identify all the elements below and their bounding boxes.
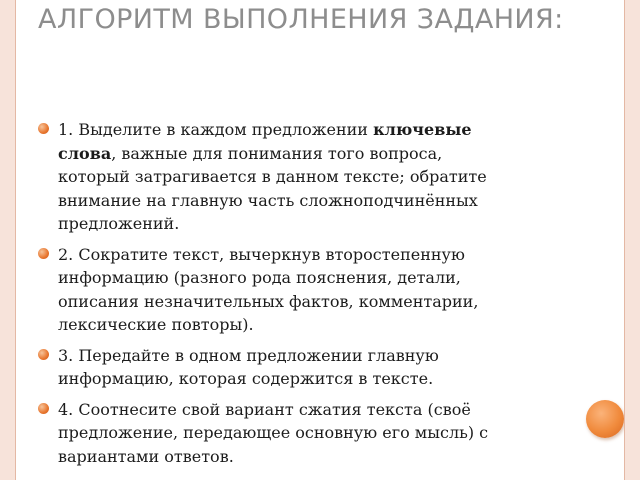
bullet-item-2 <box>38 243 518 337</box>
slide-title: АЛГОРИТМ ВЫПОЛНЕНИЯ ЗАДАНИЯ: <box>38 4 564 35</box>
bullet-1-keywords: ключевые слова <box>58 120 472 163</box>
orange-circle-decoration <box>586 400 624 438</box>
bullet-marker-icon <box>38 123 49 134</box>
bullet-2-text: 2. Сократите текст, вычеркнув второстепенную информацию (разного рода пояснения, детали, описания незначительных фактов, комментарии, лексические повторы). <box>58 244 479 334</box>
bullet-1-text-start: 1. Выделите в каждом предложении <box>58 120 374 139</box>
bullet-item-1 <box>38 118 518 236</box>
bullet-item-4 <box>38 398 518 469</box>
bullet-marker-icon <box>38 248 49 259</box>
bullet-marker-icon <box>38 349 49 360</box>
bullet-marker-icon <box>38 403 49 414</box>
right-border-line <box>624 0 625 480</box>
bullet-item-3 <box>38 344 518 391</box>
bullet-list <box>38 118 518 475</box>
bullet-3-text: 3. Передайте в одном предложении главную информацию, которая содержится в тексте. <box>58 345 439 388</box>
bullet-1-text-end: , важные для понимания того вопроса, который затрагивается в данном тексте; обратите внимание на главную часть сложноподчинённых предложений. <box>58 143 487 233</box>
slide <box>16 0 624 480</box>
bullet-4-text: 4. Соотнесите свой вариант сжатия текста (своё предложение, передающее основную его мысль) с вариантами ответов. <box>58 399 489 466</box>
